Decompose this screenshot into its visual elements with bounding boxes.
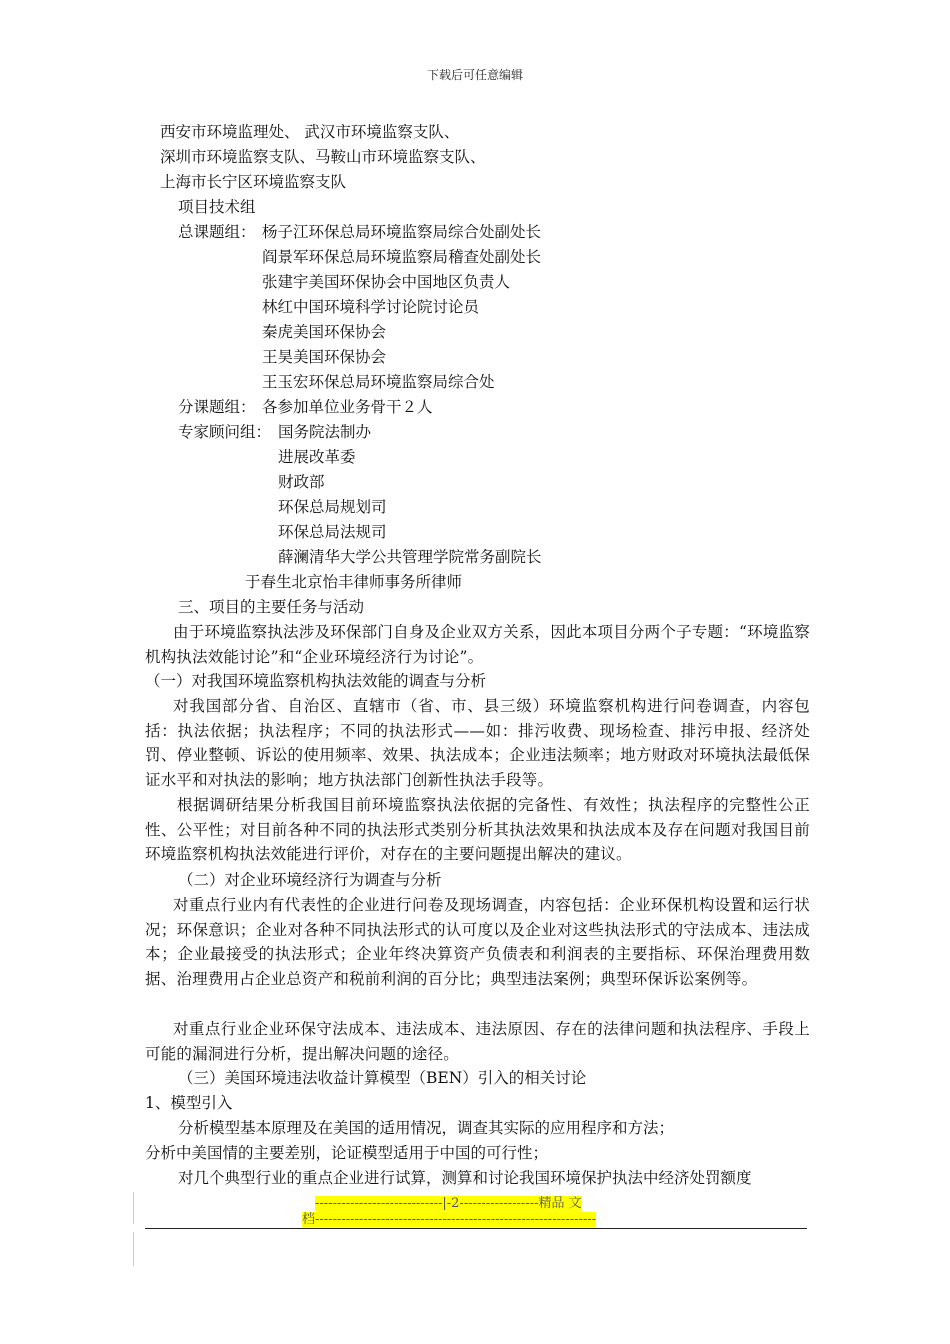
page-header: 下载后可任意编辑 (426, 68, 523, 82)
footer-line-1 (315, 1196, 582, 1212)
main-group-label: 总课题组： (178, 223, 256, 241)
tech-group-title: 项目技术组 (178, 198, 256, 216)
margin-bar-upper (133, 1192, 134, 1224)
subsection-2-paragraph-1: 对重点行业内有代表性的企业进行问卷及现场调查，内容包括：企业环保机构设置和运行状况；环保意识；企业对各种不同执法形式的认可度以及企业对这些执法形式的守法成本、违法成本；企业最接受的执法形式；企业年终决算资产负债表和利润表的主要指标、环保治理费用数据、治理费用占企业总资产和税前利润的百分比；典型违法案例；典型环保诉讼案例等。 (145, 896, 810, 988)
subsection-3-heading: （三）美国环境违法收益计算模型（BEN）引入的相关讨论 (178, 1069, 587, 1087)
main-member: 王玉宏环保总局环境监察局综合处 (262, 373, 495, 391)
main-member: 张建宇美国环保协会中国地区负责人 (262, 273, 511, 291)
expert-member: 环保总局规划司 (278, 498, 387, 516)
expert-member: 进展改革委 (278, 448, 356, 466)
footer-rule (145, 1228, 807, 1229)
expert-member: 国务院法制办 (278, 423, 372, 441)
footer-highlight-1: -----------------------------|-2------------------精品 文 (315, 1196, 582, 1211)
item-1-paragraph-2: 分析中美国情的主要差别，论证模型适用于中国的可行性； (145, 1144, 549, 1162)
footer-highlight-2: 档---------------------------------------------------------------- (302, 1212, 597, 1227)
sub-group-text: 各参加单位业务骨干２人 (262, 398, 433, 416)
expert-member: 薛澜清华大学公共管理学院常务副院长 (278, 548, 542, 566)
unit-line-2: 深圳市环境监察支队、马鞍山市环境监察支队、 (160, 148, 486, 166)
item-1-heading: 1、模型引入 (145, 1094, 233, 1112)
sub-group-label: 分课题组： (178, 398, 256, 416)
expert-group-label: 专家顾问组： (178, 423, 272, 441)
main-member: 秦虎美国环保协会 (262, 323, 387, 341)
subsection-1-paragraph-1: 对我国部分省、自治区、直辖市（省、市、县三级）环境监察机构进行问卷调查，内容包括：执法依据；执法程序；不同的执法形式——如：排污收费、现场检查、排污申报、经济处罚、停业整顿、诉讼的使用频率、效果、执法成本；企业违法频率；地方财政对环境执法最低保证水平和对执法的影响；地方执法部门创新性执法手段等。 (145, 697, 810, 789)
item-1-paragraph-1: 分析模型基本原理及在美国的适用情况，调查其实际的应用程序和方法； (178, 1119, 675, 1137)
subsection-2-paragraph-2: 对重点行业企业环保守法成本、违法成本、违法原因、存在的法律问题和执法程序、手段上可能的漏洞进行分析，提出解决问题的途径。 (145, 1020, 810, 1063)
margin-bar-lower (133, 1232, 134, 1266)
unit-line-3: 上海市长宁区环境监察支队 (160, 173, 347, 191)
expert-member-last: 于春生北京怡丰律师事务所律师 (245, 573, 463, 591)
main-member: 林红中国环境科学讨论院讨论员 (262, 298, 480, 316)
expert-member: 财政部 (278, 473, 325, 491)
main-member: 杨子江环保总局环境监察局综合处副处长 (262, 223, 542, 241)
main-member: 王昊美国环保协会 (262, 348, 387, 366)
item-1-paragraph-3: 对几个典型行业的重点企业进行试算，测算和讨论我国环境保护执法中经济处罚额度 (178, 1169, 752, 1187)
section-heading: 三、项目的主要任务与活动 (178, 598, 365, 616)
footer-line-2 (302, 1212, 596, 1228)
subsection-1-paragraph-2: 根据调研结果分析我国目前环境监察执法依据的完备性、有效性；执法程序的完整性公正性、公平性；对目前各种不同的执法形式类别分析其执法效果和执法成本及存在问题对我国目前环境监察机构执法效能进行评价，对存在的主要问题提出解决的建议。 (145, 796, 810, 864)
section-intro: 由于环境监察执法涉及环保部门自身及企业双方关系，因此本项目分两个子专题：“环境监察机构执法效能讨论”和“企业环境经济行为讨论”。 (145, 623, 810, 666)
main-member: 阎景军环保总局环境监察局稽查处副处长 (262, 248, 542, 266)
subsection-2-heading: （二）对企业环境经济行为调查与分析 (178, 871, 442, 889)
subsection-1-heading: （一）对我国环境监察机构执法效能的调查与分析 (145, 672, 487, 690)
unit-line-1: 西安市环境监理处、 武汉市环境监察支队、 (160, 123, 460, 141)
expert-member: 环保总局法规司 (278, 523, 387, 541)
